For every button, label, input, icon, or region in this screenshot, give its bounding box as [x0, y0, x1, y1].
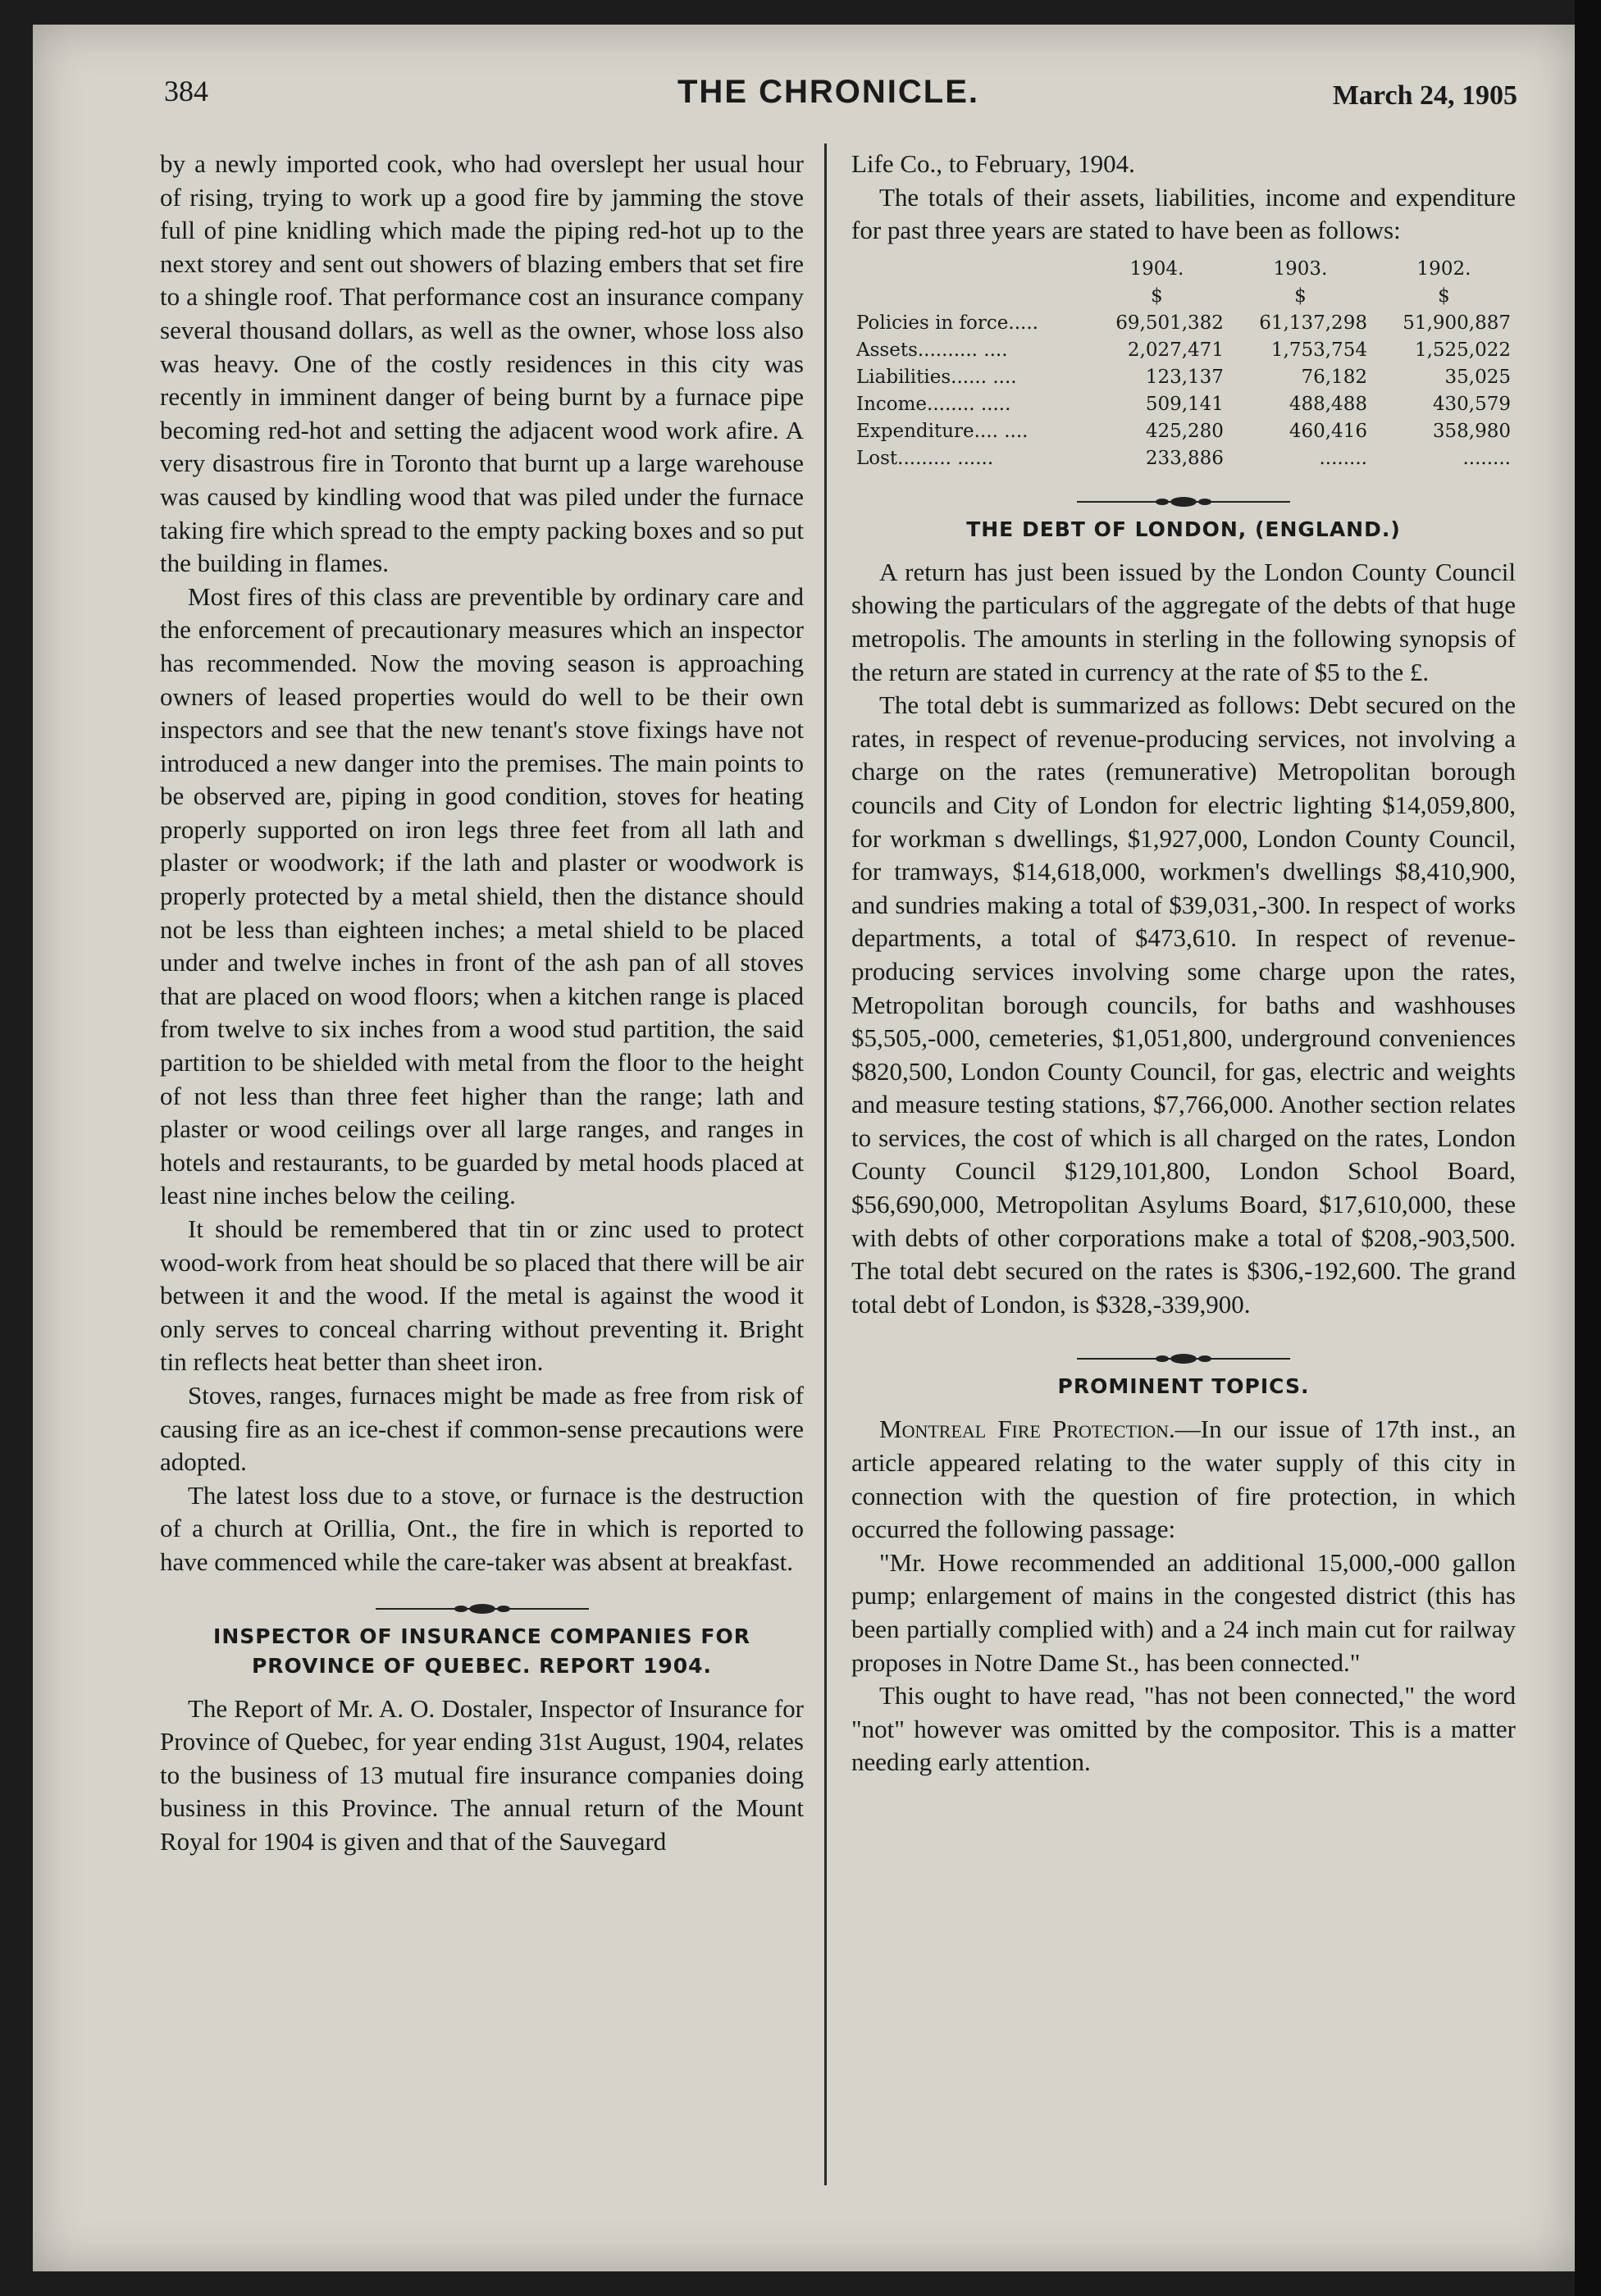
- running-title: THE CHRONICLE.: [677, 74, 979, 110]
- left-column: [160, 148, 804, 1859]
- paragraph: [851, 1413, 1516, 1546]
- paragraph: by a newly imported cook, who had overslept her usual hour of rising, trying to work up a good fire by jamming the stove full of pine knidling which made the piping red-hot up to the next storey and sent out showers of blazing embers that set fire to a shingle roof. That performance cost an insurance company several thousand dollars, as well as the owner, whose loss also was heavy. One of the costly residences in this city was recently in imminent danger of being burnt by a furnace pipe becoming red-hot and setting the adjacent wood work afire. A very disastrous fire in Toronto that burnt up a large warehouse was caused by kindling wood that was piled under the furnace taking fire which spread to the empty packing boxes and so put the building in flames.: [160, 149, 804, 578]
- row-label: Liabilities...... ....: [856, 366, 1017, 388]
- paragraph: Most fires of this class are preventible by ordinary care and the enforcement of precautionary measures which an inspector has recommended. Now the moving season is approaching owners of leased properties would do well to be their own inspectors and see that the new tenant's stove fixings have not introduced a new danger into the premises. The main points to be observed are, piping in good condition, stoves for heating properly supported on iron legs three feet from all lath and plaster or woodwork; if the lath and plaster or woodwork is properly protected by a metal shield, then the distance should not be less than eighteen inches; a metal shield to be placed under and twelve inches in front of the ash pan of all stoves that are placed on wood floors; when a kitchen range is placed from twelve to six inches from a wood stud partition, the said partition to be shielded with metal from the floor to the height of not less than three feet higher than the range; lath and plaster or wood ceilings over all large ranges, and ranges in hotels and restaurants, to be guarded by metal hoods placed at least nine inches below the ceiling.: [160, 581, 804, 1210]
- table-row: [851, 418, 1516, 445]
- currency-symbol: $: [1438, 285, 1450, 307]
- table-header-row: [851, 256, 1516, 283]
- table-cell: 430,579: [1432, 393, 1511, 415]
- column-rule: [824, 144, 827, 2185]
- table-cell: 35,025: [1444, 366, 1511, 388]
- table-cell: 61,137,298: [1259, 312, 1367, 334]
- currency-symbol: $: [1294, 285, 1307, 307]
- scan-edge: [1575, 0, 1601, 2296]
- table-cell: 233,886: [1145, 447, 1224, 469]
- table-cell: 51,900,887: [1403, 312, 1511, 334]
- paragraph: This ought to have read, "has not been connected," the word "not" however was omitted by the compositor. This is a matter needing early attention.: [851, 1681, 1516, 1777]
- page-number: 384: [164, 75, 208, 107]
- paragraph: A return has just been issued by the London County Council showing the particulars of the aggregate of the debts of that huge metropolis. The amounts in sterling in the following synopsis of the return are stated in currency at the rate of $5 to the £.: [851, 557, 1516, 686]
- paragraph-text: —In our issue of 17th inst., an article appeared relating to the water supply of this city in connection with the question of fire protection, in which occurred the following passage:: [851, 1414, 1516, 1544]
- paragraph: Life Co., to February, 1904.: [851, 149, 1135, 178]
- row-label: Expenditure.... ....: [856, 420, 1029, 442]
- section-heading: PROMINENT TOPICS.: [1057, 1374, 1310, 1399]
- table-cell: 69,501,382: [1115, 312, 1224, 334]
- row-label: Income........ .....: [856, 393, 1011, 415]
- section-heading: INSPECTOR OF INSURANCE COMPANIES FOR: [213, 1624, 750, 1648]
- table-row: [851, 445, 1516, 472]
- currency-symbol: $: [1151, 285, 1163, 307]
- paragraph: The total debt is summarized as follows: Debt secured on the rates, in respect of revenue-producing services, not involving a charge on the rates (remunerative) Metropolitan borough councils and City of London for electric lighting $14,059,800, for workman s dwellings, $1,927,000, London County Council, for tramways, $14,618,000, workmen's dwellings $8,410,900, and sundries making a total of $39,031,-300. In respect of works departments, a total of $473,610. In respect of revenue-producing services involving some charge upon the rates, Metropolitan borough councils, for baths and washhouses $5,505,-000, cemeteries, $1,051,800, underground conveniences $820,500, London County Council, for gas, electric and weights and measure testing stations, $7,766,000. Another section relates to services, the cost of which is all charged on the rates, London County Council $129,101,800, London School Board, $56,690,000, Metropolitan Asylums Board, $17,610,000, these with debts of other corporations make a total of $208,-903,500. The total debt secured on the rates is $306,-192,600. The grand total debt of London, is $328,-339,900.: [851, 690, 1516, 1319]
- issue-date: March 24, 1905: [1332, 80, 1517, 111]
- paragraph: Stoves, ranges, furnaces might be made as free from risk of causing fire as an ice-chest if common-sense precautions were adopted.: [160, 1380, 804, 1477]
- page-header: [139, 74, 1517, 123]
- paragraph: It should be remembered that tin or zinc used to protect wood-work from heat should be so placed that there will be air between it and the wood. If the metal is against the wood it only serves to conceal charring without preventing it. Bright tin reflects heat better than sheet iron.: [160, 1214, 804, 1377]
- section-heading: THE DEBT OF LONDON, (ENGLAND.): [966, 517, 1401, 541]
- paragraph: The latest loss due to a stove, or furnace is the destruction of a church at Orillia, Ont., the fire in which is reported to have commenced while the care-taker was absent at breakfast.: [160, 1480, 804, 1576]
- paragraph: The Report of Mr. A. O. Dostaler, Inspector of Insurance for Province of Quebec, for year ending 31st August, 1904, relates to the business of 13 mutual fire insurance companies doing business in this Province. The annual return of the Mount Royal for 1904 is given and that of the Sauvegard: [160, 1693, 804, 1856]
- section-ornament: [851, 1342, 1516, 1359]
- table-cell: 425,280: [1145, 420, 1224, 442]
- year-header: 1902.: [1416, 257, 1471, 280]
- table-row: [851, 310, 1516, 337]
- section-ornament: [160, 1592, 804, 1609]
- topic-lead: Montreal Fire Protection.: [879, 1414, 1175, 1444]
- table-cell: 488,488: [1289, 393, 1367, 415]
- table-cell: 358,980: [1432, 420, 1511, 442]
- row-label: Policies in force.....: [856, 312, 1038, 334]
- year-header: 1903.: [1273, 257, 1328, 280]
- table-cell: 1,525,022: [1414, 339, 1511, 361]
- row-label: Assets.......... ....: [856, 339, 1008, 361]
- right-column: [851, 148, 1516, 1779]
- table-row: [851, 391, 1516, 418]
- paragraph: The totals of their assets, liabilities, income and expenditure for past three years are stated to have been as follows:: [851, 182, 1516, 245]
- table-cell: 76,182: [1301, 366, 1367, 388]
- table-row: [851, 364, 1516, 391]
- table-cell: 509,141: [1145, 393, 1224, 415]
- table-cell: 1,753,754: [1270, 339, 1367, 361]
- section-heading: PROVINCE OF QUEBEC. REPORT 1904.: [251, 1653, 713, 1678]
- table-row: [851, 337, 1516, 364]
- paragraph: "Mr. Howe recommended an additional 15,000,-000 gallon pump; enlargement of mains in the congested district (this has been partially complied with) and a 24 inch main cut for railway proposes in Notre Dame St., has been connected.": [851, 1547, 1516, 1677]
- table-cell: 2,027,471: [1127, 339, 1224, 361]
- table-cell: 460,416: [1289, 420, 1367, 442]
- currency-row: [851, 283, 1516, 310]
- section-ornament: [851, 485, 1516, 502]
- year-header: 1904.: [1129, 257, 1184, 280]
- table-cell: ........: [1319, 447, 1367, 469]
- table-cell: ........: [1462, 447, 1511, 469]
- totals-table: [851, 256, 1516, 472]
- table-cell: 123,137: [1145, 366, 1224, 388]
- row-label: Lost......... ......: [856, 447, 994, 469]
